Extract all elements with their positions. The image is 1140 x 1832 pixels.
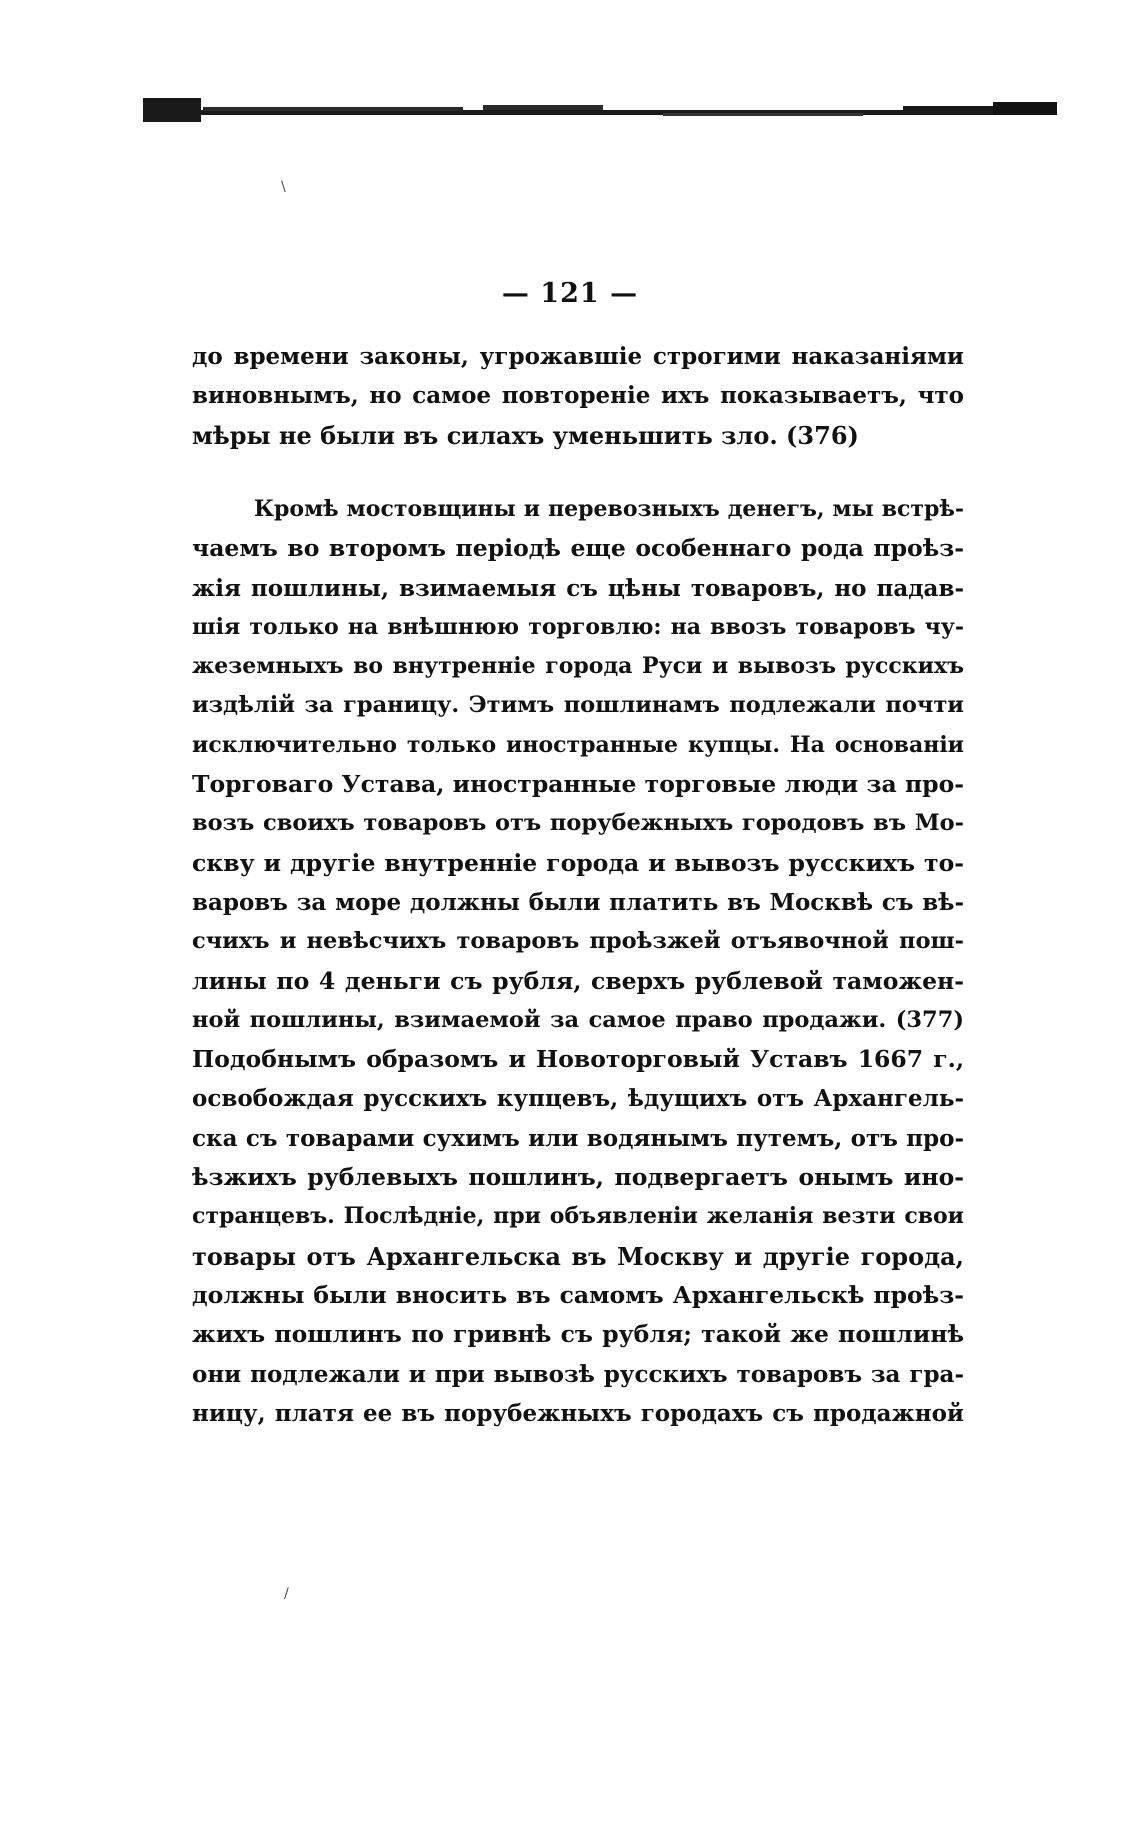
text-line: мѣры не были въ силахъ уменьшить зло. (376) bbox=[192, 420, 859, 450]
page-number: — 121 — bbox=[501, 278, 639, 309]
text-line: жихъ пошлинъ по гривнѣ съ рубля; такой же пошлинѣ bbox=[192, 1320, 964, 1349]
text-line: Подобнымъ образомъ и Новоторговый Уставъ 1667 г., bbox=[192, 1045, 964, 1074]
text-line: скву и другіе внутренніе города и вывозъ русскихъ то- bbox=[192, 848, 964, 877]
text-line: лины по 4 деньги съ рубля, сверхъ рублевой таможен- bbox=[192, 966, 964, 995]
text-line: ѣзжихъ рублевыхъ пошлинъ, подвергаетъ онымъ ино- bbox=[192, 1163, 964, 1192]
text-line: жеземныхъ во внутренніе города Руси и вывозъ русскихъ bbox=[192, 653, 964, 680]
scan-speck: / bbox=[284, 1586, 289, 1602]
scan-speck: \ bbox=[281, 179, 286, 195]
paragraph-continuation bbox=[192, 337, 964, 455]
paragraph-main bbox=[192, 490, 964, 1433]
text-line: освобождая русскихъ купцевъ, ѣдущихъ отъ Архангель- bbox=[192, 1085, 964, 1113]
text-line: должны были вносить въ самомъ Архангельскѣ проѣз- bbox=[192, 1280, 964, 1309]
text-line: счихъ и невѣсчихъ товаровъ проѣзжей отъявочной пош- bbox=[192, 928, 964, 955]
text-line: Кромѣ мостовщины и перевозныхъ денегъ, мы встрѣ- bbox=[254, 496, 964, 522]
text-line: исключительно только иностранные купцы. На основаніи bbox=[192, 731, 964, 758]
text-line: издѣлій за границу. Этимъ пошлинамъ подлежали почти bbox=[192, 692, 964, 719]
text-line: Торговаго Устава, иностранные торговые люди за про- bbox=[192, 770, 964, 799]
text-line: они подлежали и при вывозѣ русскихъ товаровъ за гра- bbox=[192, 1360, 964, 1388]
text-line: жія пошлины, взимаемыя съ цѣны товаровъ, но падав- bbox=[192, 574, 964, 602]
text-line: шія только на внѣшнюю торговлю: на ввозъ товаровъ чу- bbox=[192, 613, 964, 640]
text-line: чаемъ во второмъ періодѣ еще особеннаго рода проѣз- bbox=[192, 534, 964, 563]
text-line: странцевъ. Послѣдніе, при объявленіи желанія везти свои bbox=[192, 1203, 964, 1230]
text-line: виновнымъ, но самое повтореніе ихъ показываетъ, что bbox=[192, 382, 964, 410]
text-line: товары отъ Архангельска въ Москву и другіе города, bbox=[192, 1241, 964, 1271]
text-line: ска съ товарами сухимъ или водянымъ путемъ, отъ про- bbox=[192, 1124, 964, 1152]
text-line: ной пошлины, взимаемой за самое право продажи. (377) bbox=[192, 1006, 964, 1033]
text-line: возъ своихъ товаровъ отъ порубежныхъ городовъ въ Мо- bbox=[192, 810, 964, 837]
top-border-rule bbox=[143, 96, 1057, 126]
text-line: ницу, платя ее въ порубежныхъ городахъ съ продажной bbox=[192, 1399, 964, 1427]
text-line: варовъ за море должны были платить въ Москвѣ съ вѣ- bbox=[192, 888, 964, 916]
text-line: до времени законы, угрожавшіе строгими наказаніями bbox=[192, 343, 964, 370]
